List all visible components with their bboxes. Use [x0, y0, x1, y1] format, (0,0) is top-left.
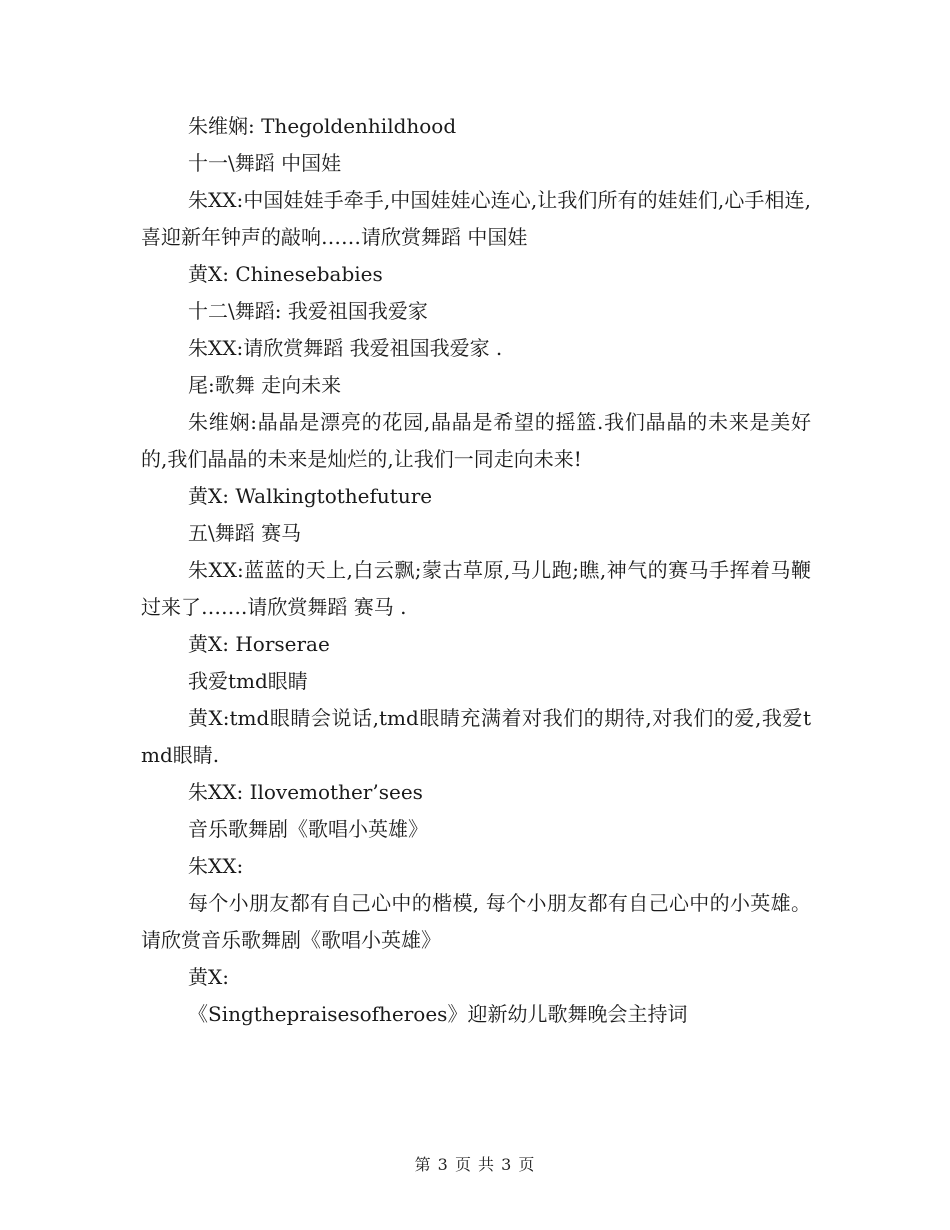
paragraph: 朱XX: Ilovemother’sees: [188, 780, 423, 804]
page-number-footer: 第 3 页 共 3 页: [414, 1155, 536, 1174]
paragraph: 朱XX:请欣赏舞蹈 我爱祖国我爱家 .: [188, 336, 503, 360]
paragraph: 朱XX:中国娃娃手牵手,中国娃娃心连心,让我们所有的娃娃们,心手相连,喜迎新年钟声的敲响……请欣赏舞蹈 中国娃: [141, 188, 811, 249]
paragraph: 黄X: Walkingtothefuture: [188, 484, 433, 508]
paragraph: 音乐歌舞剧《歌唱小英雄》: [188, 817, 428, 841]
paragraph: 十二\舞蹈: 我爱祖国我爱家: [188, 299, 428, 323]
paragraph: 每个小朋友都有自己心中的楷模, 每个小朋友都有自己心中的小英雄。请欣赏音乐歌舞剧《歌唱小英雄》: [141, 891, 811, 952]
paragraph: 五\舞蹈 赛马: [188, 521, 302, 545]
paragraph: 朱XX:: [188, 854, 244, 878]
paragraph: 我爱tmd眼睛: [188, 669, 308, 693]
paragraph: 《Singthepraisesofheroes》迎新幼儿歌舞晚会主持词: [188, 1002, 688, 1026]
paragraph: 十一\舞蹈 中国娃: [188, 151, 342, 175]
paragraph: 朱维娴:晶晶是漂亮的花园,晶晶是希望的摇篮.我们晶晶的未来是美好的,我们晶晶的未来是灿烂的,让我们一同走向未来!: [141, 410, 811, 471]
document-body: [141, 108, 811, 1033]
paragraph: 尾:歌舞 走向未来: [188, 373, 342, 397]
paragraph: 朱维娴: Thegoldenhildhood: [188, 114, 457, 138]
paragraph: 黄X:: [188, 965, 229, 989]
paragraph: 黄X:tmd眼睛会说话,tmd眼睛充满着对我们的期待,对我们的爱,我爱tmd眼睛.: [141, 706, 811, 767]
paragraph: 朱XX:蓝蓝的天上,白云飘;蒙古草原,马儿跑;瞧,神气的赛马手挥着马鞭过来了…….请欣赏舞蹈 赛马 .: [141, 558, 811, 619]
paragraph: 黄X: Chinesebabies: [188, 262, 383, 286]
paragraph: 黄X: Horserae: [188, 632, 330, 656]
